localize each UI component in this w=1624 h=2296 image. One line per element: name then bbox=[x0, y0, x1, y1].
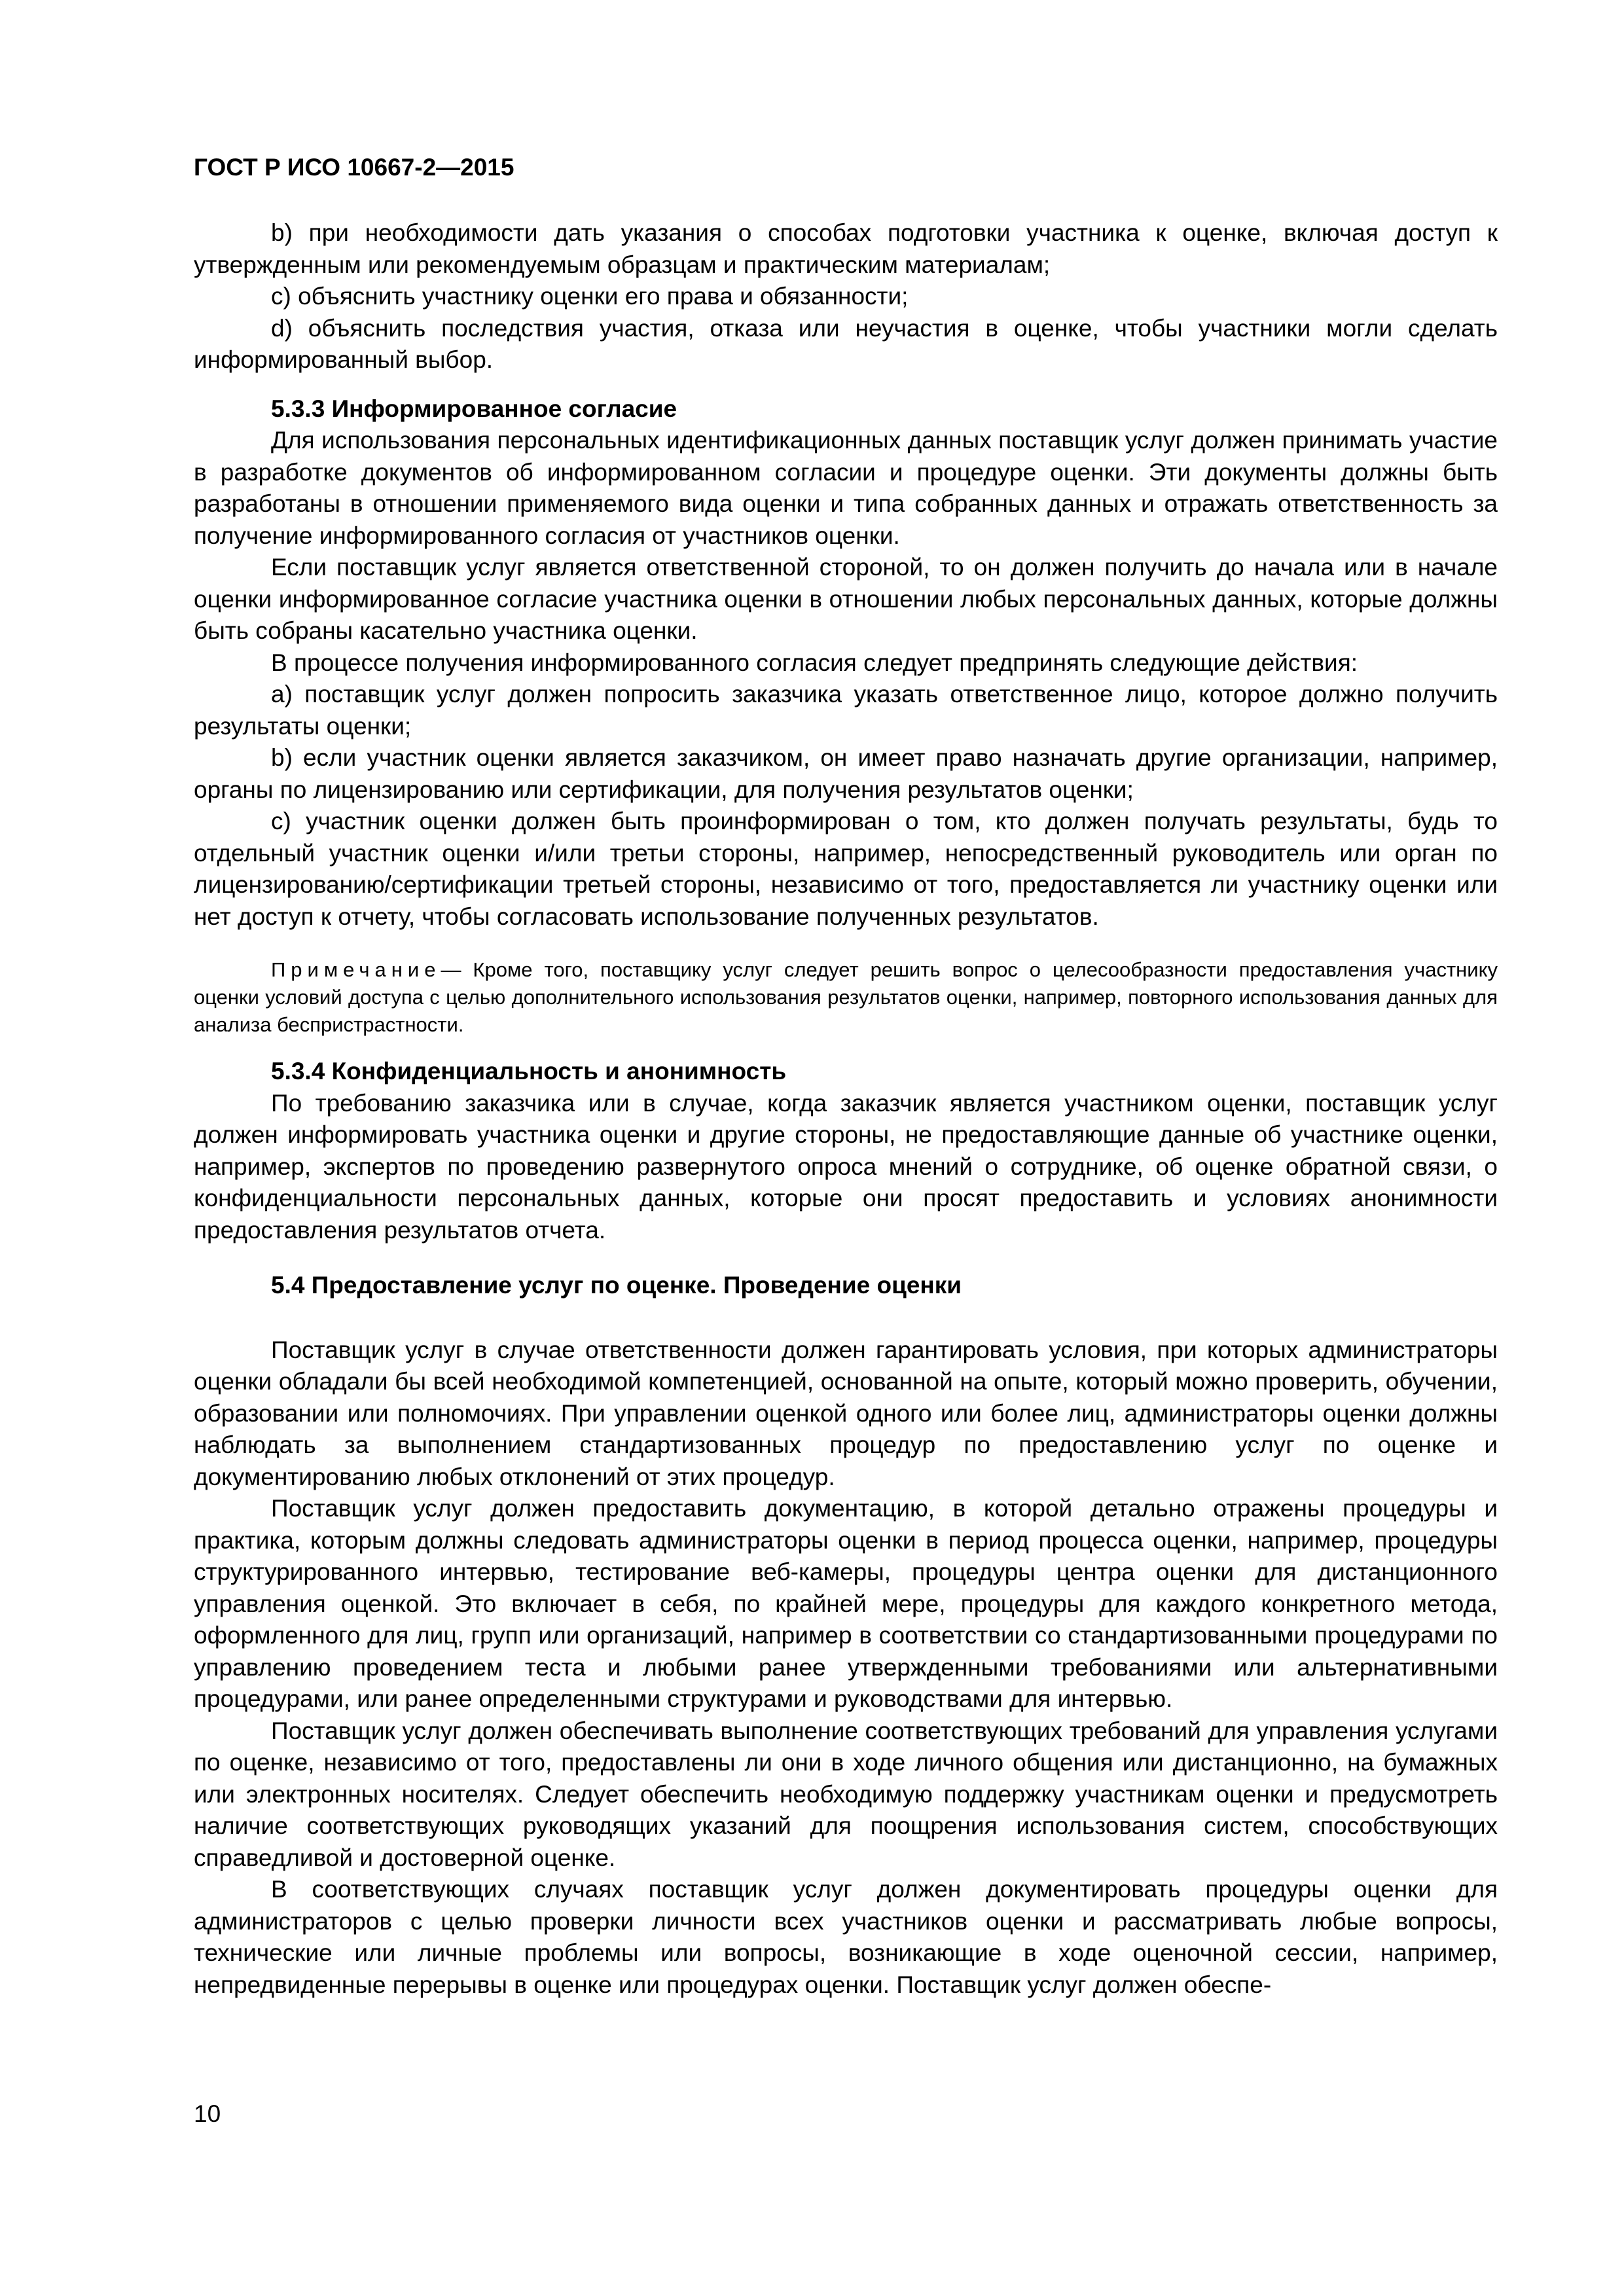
spacer bbox=[194, 376, 1498, 393]
page-body bbox=[194, 217, 1498, 2001]
list-item-d: d) объяснить последствия участия, отказа или неучастия в оценке, чтобы участники могли сделать информированный выбор. bbox=[194, 314, 1498, 373]
page-number: 10 bbox=[194, 2100, 221, 2127]
note-block bbox=[194, 956, 1498, 1039]
paragraph: Поставщик услуг в случае ответственности должен гарантировать условия, при которых администраторы оценки обладали бы всей необходимой компетенцией, основанной на опыте, который можно проверить, обучении, образовании или полномочиях. При управлении оценкой одного или более лиц, администраторы оценки должны наблюдать за выполнением стандартизованных процедур по предоставлению услуг по оценке и документированию любых отклонений от этих процедур. bbox=[194, 1336, 1498, 1490]
paragraph: Если поставщик услуг является ответственной стороной, то он должен получить до начала или в начале оценки информированное согласие участника оценки в отношении любых персональных данных, которые должны быть собраны касательно участника оценки. bbox=[194, 554, 1498, 644]
list-item-b: b) при необходимости дать указания о способах подготовки участника к оценке, включая доступ к утвержденным или рекомендуемым образцам и практическим материалам; bbox=[194, 219, 1498, 278]
paragraph: В процессе получения информированного согласия следует предпринять следующие действия: bbox=[271, 649, 1358, 676]
paragraph: Для использования персональных идентификационных данных поставщик услуг должен принимать участие в разработке документов об информированном согласии и процедуре оценки. Эти документы должны быть разработаны в отношении применяемого вида оценки и типа собранных данных и отражать ответственность за получение информированного согласия от участников оценки. bbox=[194, 427, 1498, 549]
list-item-b: b) если участник оценки является заказчиком, он имеет право назначать другие организации, например, органы по лицензированию или сертификации, для получения результатов оценки; bbox=[194, 744, 1498, 803]
list-item-c: c) участник оценки должен быть проинформирован о том, кто должен получать результаты, будь то отдельный участник оценки и/или третьи стороны, например, непосредственный руководитель или орган по лицензированию/сертификации третьей стороны, независимо от того, предоставляется ли участнику оценки или нет доступ к отчету, чтобы согласовать использование полученных результатов. bbox=[194, 808, 1498, 930]
note-text: — Кроме того, поставщику услуг следует решить вопрос о целесообразности предоставления участнику оценки условий доступа с целью дополнительного использования результатов оценки, например, повторного использования данных для анализа беспристрастности. bbox=[194, 958, 1498, 1036]
document-code-header: ГОСТ Р ИСО 10667-2—2015 bbox=[194, 154, 514, 181]
list-item-a: a) поставщик услуг должен попросить заказчика указать ответственное лицо, которое должно получить результаты оценки; bbox=[194, 681, 1498, 740]
paragraph: По требованию заказчика или в случае, когда заказчик является участником оценки, поставщик услуг должен информировать участника оценки и другие стороны, не предоставляющие данные об участнике оценки, например, экспертов по проведению развернутого опроса мнений о сотруднике, об оценке обратной связи, о конфиденциальности персональных данных, которые они просят предоставить и условиях анонимности предоставления результатов отчета. bbox=[194, 1089, 1498, 1244]
section-heading-5-4: 5.4 Предоставление услуг по оценке. Проведение оценки bbox=[271, 1272, 962, 1299]
spacer bbox=[194, 1302, 1498, 1335]
paragraph: Поставщик услуг должен предоставить документацию, в которой детально отражены процедуры и практика, которым должны следовать администраторы оценки в период процесса оценки, например, процедуры структурированного интервью, тестирование веб-камеры, процедуры центра оценки для дистанционного управления оценкой. Это включает в себя, по крайней мере, процедуры для каждого конкретного метода, оформленного для лиц, групп или организаций, например в соответствии со стандартизованными процедурами по управлению проведением теста и любыми ранее утвержденными требованиями или альтернативными процедурами, или ранее определенными структурами и руководствами для интервью. bbox=[194, 1495, 1498, 1712]
section-heading-5-3-4: 5.3.4 Конфиденциальность и анонимность bbox=[271, 1058, 787, 1085]
paragraph: Поставщик услуг должен обеспечивать выполнение соответствующих требований для управления услугами по оценке, независимо от того, предоставлены ли они в ходе личного общения или дистанционно, на бумажных или электронных носителях. Следует обеспечить необходимую поддержку участникам оценки и предусмотреть наличие соответствующих руководящих указаний для поощрения использования систем, способствующих справедливой и достоверной оценке. bbox=[194, 1717, 1498, 1871]
spacer bbox=[194, 1039, 1498, 1056]
spacer bbox=[194, 933, 1498, 956]
section-heading-5-3-3: 5.3.3 Информированное согласие bbox=[271, 395, 677, 422]
list-item-c: c) объяснить участнику оценки его права и обязанности; bbox=[271, 283, 909, 310]
paragraph: В соответствующих случаях поставщик услуг должен документировать процедуры оценки для администраторов с целью проверки личности всех участников оценки и рассматривать любые вопросы, технические или личные проблемы или вопросы, возникающие в ходе оценочной сессии, например, непредвиденные перерывы в оценке или процедурах оценки. Поставщик услуг должен обеспе- bbox=[194, 1876, 1498, 1998]
note-label: Примечание bbox=[271, 958, 441, 981]
spacer bbox=[194, 1246, 1498, 1270]
